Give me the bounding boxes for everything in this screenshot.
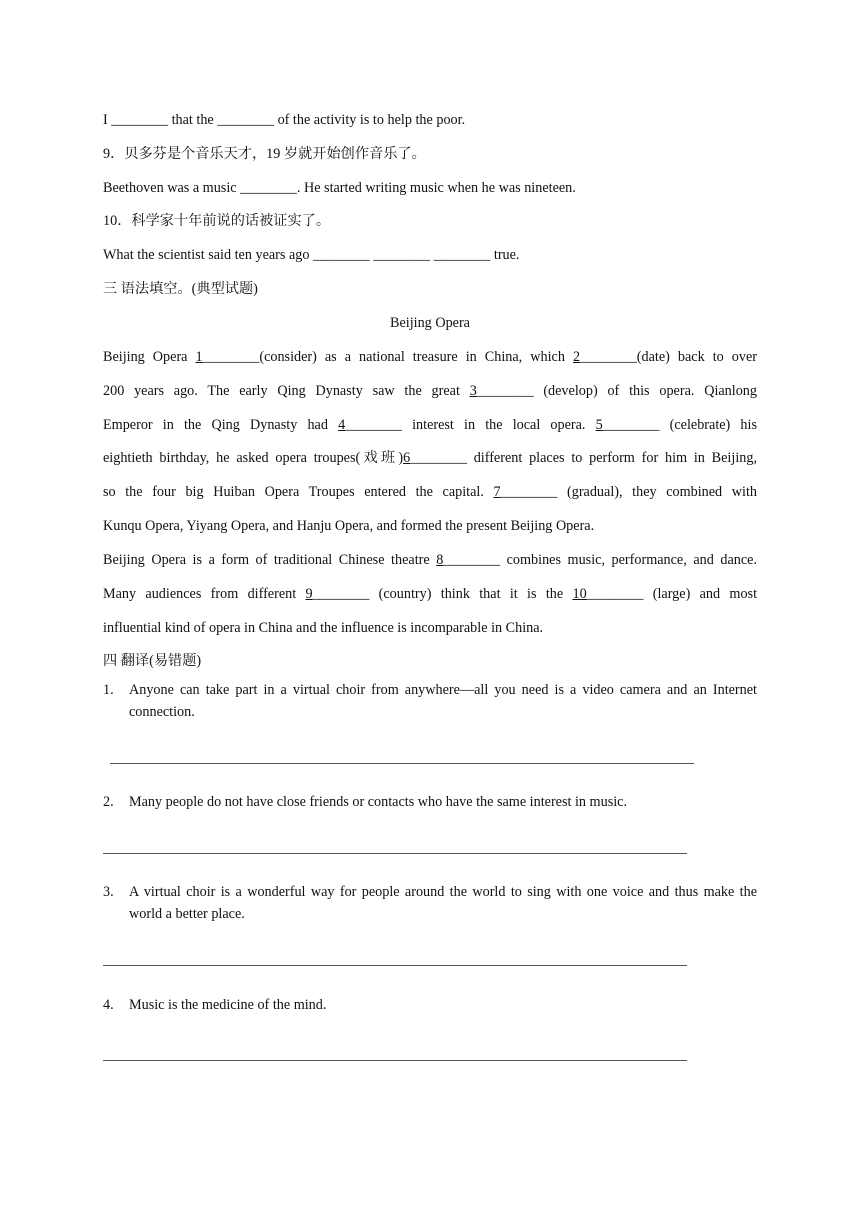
translation-item-3 — [103, 881, 757, 925]
item-number: 1. — [103, 682, 114, 698]
passage-text: 200 years ago. The early Qing Dynasty saw the great — [103, 382, 470, 399]
item-text: Anyone can take part in a virtual choir from anywhere—all you need is a video camera and an Internet connection. — [129, 682, 757, 720]
passage-line — [103, 482, 757, 502]
blank-number: 5 — [595, 416, 603, 433]
passage-text: Many audiences from different — [103, 585, 306, 602]
passage-text: ________ combines music, performance, and dance. — [443, 552, 757, 568]
translation-item-4 — [103, 994, 757, 1016]
passage-text: Emperor in the Qing Dynasty had — [103, 416, 339, 433]
passage-text: Kunqu Opera, Yiyang Opera, and Hanju Opera, and formed the present Beijing Opera. — [103, 518, 595, 534]
passage-text: Beijing Opera — [103, 349, 196, 365]
passage-line — [103, 584, 757, 604]
blank-number: 4 — [338, 416, 346, 433]
passage-text: ________ different places to perform for him in Beijing, — [410, 450, 757, 467]
passage-text: ________ (large) and most — [586, 585, 758, 602]
passage-line — [103, 347, 757, 367]
blank-number: 10 — [572, 585, 587, 602]
passage-line — [103, 448, 757, 468]
passage-text: so the four big Huiban Opera Troupes entered the capital. — [103, 484, 494, 501]
item-number: 3. — [103, 884, 114, 900]
blank-number: 6 — [403, 450, 411, 467]
passage-line — [103, 618, 757, 638]
translation-item-1 — [103, 679, 757, 723]
passage-text: influential kind of opera in China and the influence is incomparable in China. — [103, 619, 544, 636]
question-9-chinese: 9．贝多芬是个音乐天才，19 岁就开始创作音乐了。 — [103, 146, 426, 162]
answer-line[interactable] — [103, 853, 687, 854]
passage-text: eightieth birthday, he asked opera troupes(戏班) — [103, 450, 404, 467]
translation-item-2 — [103, 791, 757, 813]
blank-number: 9 — [305, 585, 313, 602]
passage-text: ________ (country) think that it is the — [312, 585, 573, 602]
blank-number: 1 — [195, 349, 203, 365]
item-number: 4. — [103, 997, 114, 1013]
item-text: Music is the medicine of the mind. — [129, 997, 327, 1013]
item-text: A virtual choir is a wonderful way for people around the world to sing with one voice and thus make the world a better place. — [129, 884, 757, 922]
answer-line[interactable] — [103, 1060, 687, 1061]
item-number: 2. — [103, 794, 114, 810]
blank-number: 8 — [436, 552, 444, 568]
question-9-english: Beethoven was a music ________. He started writing music when he was nineteen. — [103, 180, 576, 196]
sentence-line: I ________ that the ________ of the activity is to help the poor. — [103, 112, 466, 128]
passage-text: Beijing Opera is a form of traditional Chinese theatre — [103, 552, 437, 568]
question-10-english: What the scientist said ten years ago ________ ________ ________ true. — [103, 247, 520, 263]
blank-number: 2 — [572, 349, 581, 365]
answer-line[interactable] — [103, 965, 687, 966]
passage-line — [103, 550, 757, 570]
passage-text: ________ (gradual), they combined with — [500, 484, 757, 501]
section-3-heading: 三 语法填空。(典型试题) — [103, 281, 258, 297]
passage-text: ________ (develop) of this opera. Qianlong — [476, 382, 757, 399]
answer-line[interactable] — [110, 763, 694, 764]
section-4-heading: 四 翻译(易错题) — [103, 653, 202, 669]
blank-number: 3 — [469, 382, 477, 399]
passage-line — [103, 516, 757, 536]
passage-text: ________ (celebrate) his — [602, 416, 757, 433]
passage-text: ________ interest in the local opera. — [345, 416, 596, 433]
passage-title: Beijing Opera — [390, 315, 470, 331]
blank-number: 7 — [493, 484, 501, 501]
passage-line — [103, 381, 757, 401]
question-10-chinese: 10．科学家十年前说的话被证实了。 — [103, 213, 331, 229]
passage-text: ________(date) back to over — [580, 349, 757, 365]
item-text: Many people do not have close friends or contacts who have the same interest in music. — [129, 794, 627, 810]
passage-text: ________(consider) as a national treasure in China, which — [202, 349, 573, 365]
passage-line — [103, 415, 757, 435]
